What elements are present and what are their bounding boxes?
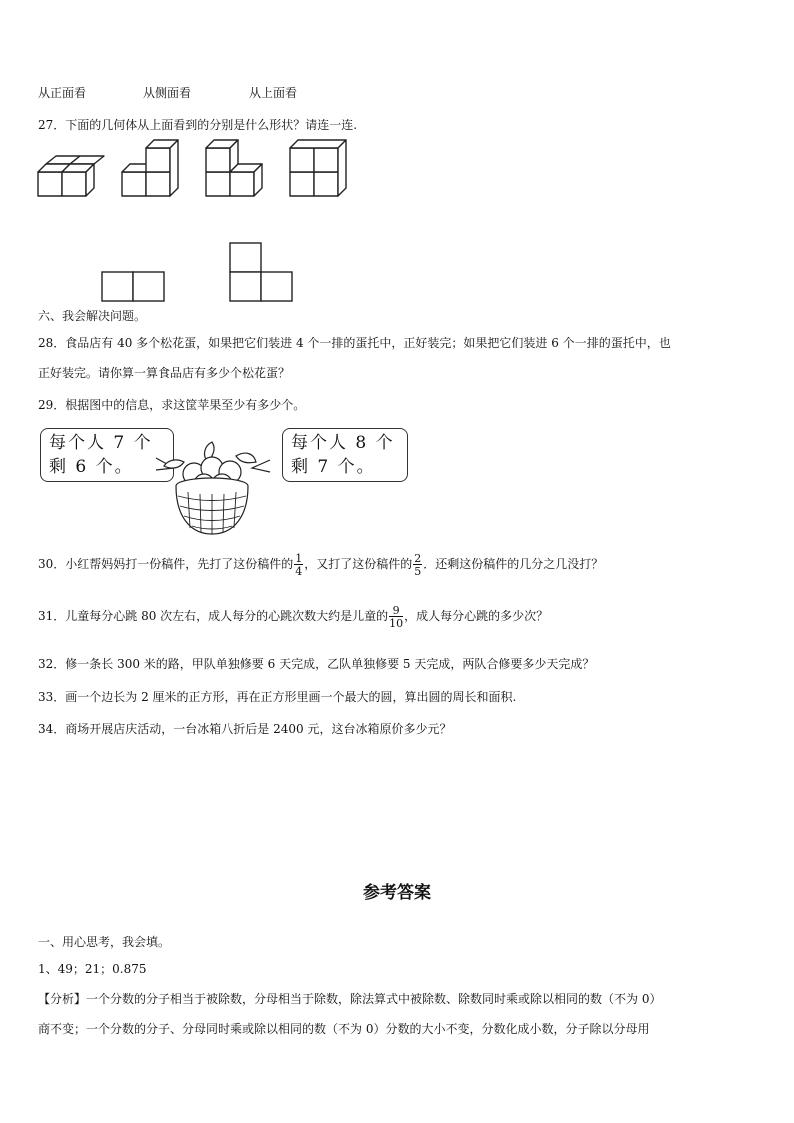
view-front-label: 从正面看 xyxy=(38,86,87,100)
cube-figure-4 xyxy=(290,140,346,196)
question-28-line-1: 28．食品店有 40 多个松花蛋，如果把它们装进 4 个一排的蛋托中，正好装完；如果把它们装进 6 个一排的蛋托中，也 xyxy=(38,336,671,350)
fraction-denominator: 10 xyxy=(389,616,404,630)
fraction-nine-tenths xyxy=(389,605,403,629)
question-30 xyxy=(38,549,603,579)
fraction-numerator: 9 xyxy=(389,605,403,617)
view-top-label: 从上面看 xyxy=(249,86,298,100)
fraction-one-quarter xyxy=(294,553,303,577)
bubble-right-line-2: 剩 7 个。 xyxy=(291,457,376,477)
answers-section-1: 一、用心思考，我会填。 xyxy=(38,935,171,949)
answer-1: 1、49；21；0.875 xyxy=(38,962,147,976)
views-row xyxy=(38,84,338,100)
bubble-right-line-1: 每个人 8 个 xyxy=(291,433,395,453)
fraction-two-fifths xyxy=(413,553,422,577)
top-view-shape-1 xyxy=(102,272,164,301)
view-side-label: 从侧面看 xyxy=(143,86,192,100)
answers-title: 参考答案 xyxy=(363,883,431,903)
bubble-left-line-1: 每个人 7 个 xyxy=(49,433,153,453)
bubble-left-line-2: 剩 6 个。 xyxy=(49,457,134,477)
question-33: 33．画一个边长为 2 厘米的正方形，再在正方形里画一个最大的圆，算出圆的周长和面积. xyxy=(38,690,517,704)
cube-figure-2 xyxy=(122,140,178,196)
question-29: 29．根据图中的信息，求这筐苹果至少有多少个。 xyxy=(38,398,306,412)
fraction-denominator: 4 xyxy=(295,564,303,578)
q31-text-after: ，成人每分心跳的多少次？ xyxy=(404,609,549,623)
q30-text-before: 30．小红帮妈妈打一份稿件，先打了这份稿件的 xyxy=(38,557,294,571)
cube-figure-3 xyxy=(206,140,262,196)
question-31 xyxy=(38,601,548,631)
analysis-line-2: 商不变；一个分数的分子、分母同时乘或除以相同的数（不为 0）分数的大小不变，分数化成小数，分子除以分母用 xyxy=(38,1022,650,1036)
fraction-numerator: 1 xyxy=(295,551,303,565)
section-6-heading: 六、我会解决问题。 xyxy=(38,309,147,323)
q31-text-before: 31．儿童每分心跳 80 次左右，成人每分的心跳次数大约是儿童的 xyxy=(38,609,389,623)
top-view-shape-2 xyxy=(230,243,292,301)
top-view-shapes xyxy=(100,242,296,304)
cube-figure-1 xyxy=(38,156,104,196)
question-34: 34．商场开展店庆活动，一台冰箱八折后是 2400 元，这台冰箱原价多少元？ xyxy=(38,722,452,736)
question-32: 32．修一条长 300 米的路，甲队单独修要 6 天完成，乙队单独修要 5 天完成，两队合修要多少天完成？ xyxy=(38,657,595,671)
q30-text-middle: ，又打了这份稿件的 xyxy=(304,557,413,571)
cube-figures xyxy=(36,136,356,202)
question-27: 27．下面的几何体从上面看到的分别是什么形状？请连一连. xyxy=(38,118,358,132)
q30-text-after: ．还剩这份稿件的几分之几没打？ xyxy=(423,557,604,571)
apple-basket-illustration xyxy=(150,436,276,540)
question-28-line-2: 正好装完。请你算一算食品店有多少个松花蛋？ xyxy=(38,366,291,380)
analysis-line-1: 【分析】一个分数的分子相当于被除数，分母相当于除数，除法算式中被除数、除数同时乘或除以相同的数（不为 0） xyxy=(38,992,662,1006)
fraction-denominator: 5 xyxy=(414,564,422,578)
fraction-numerator: 2 xyxy=(414,551,422,565)
speech-bubble-right xyxy=(282,428,408,482)
